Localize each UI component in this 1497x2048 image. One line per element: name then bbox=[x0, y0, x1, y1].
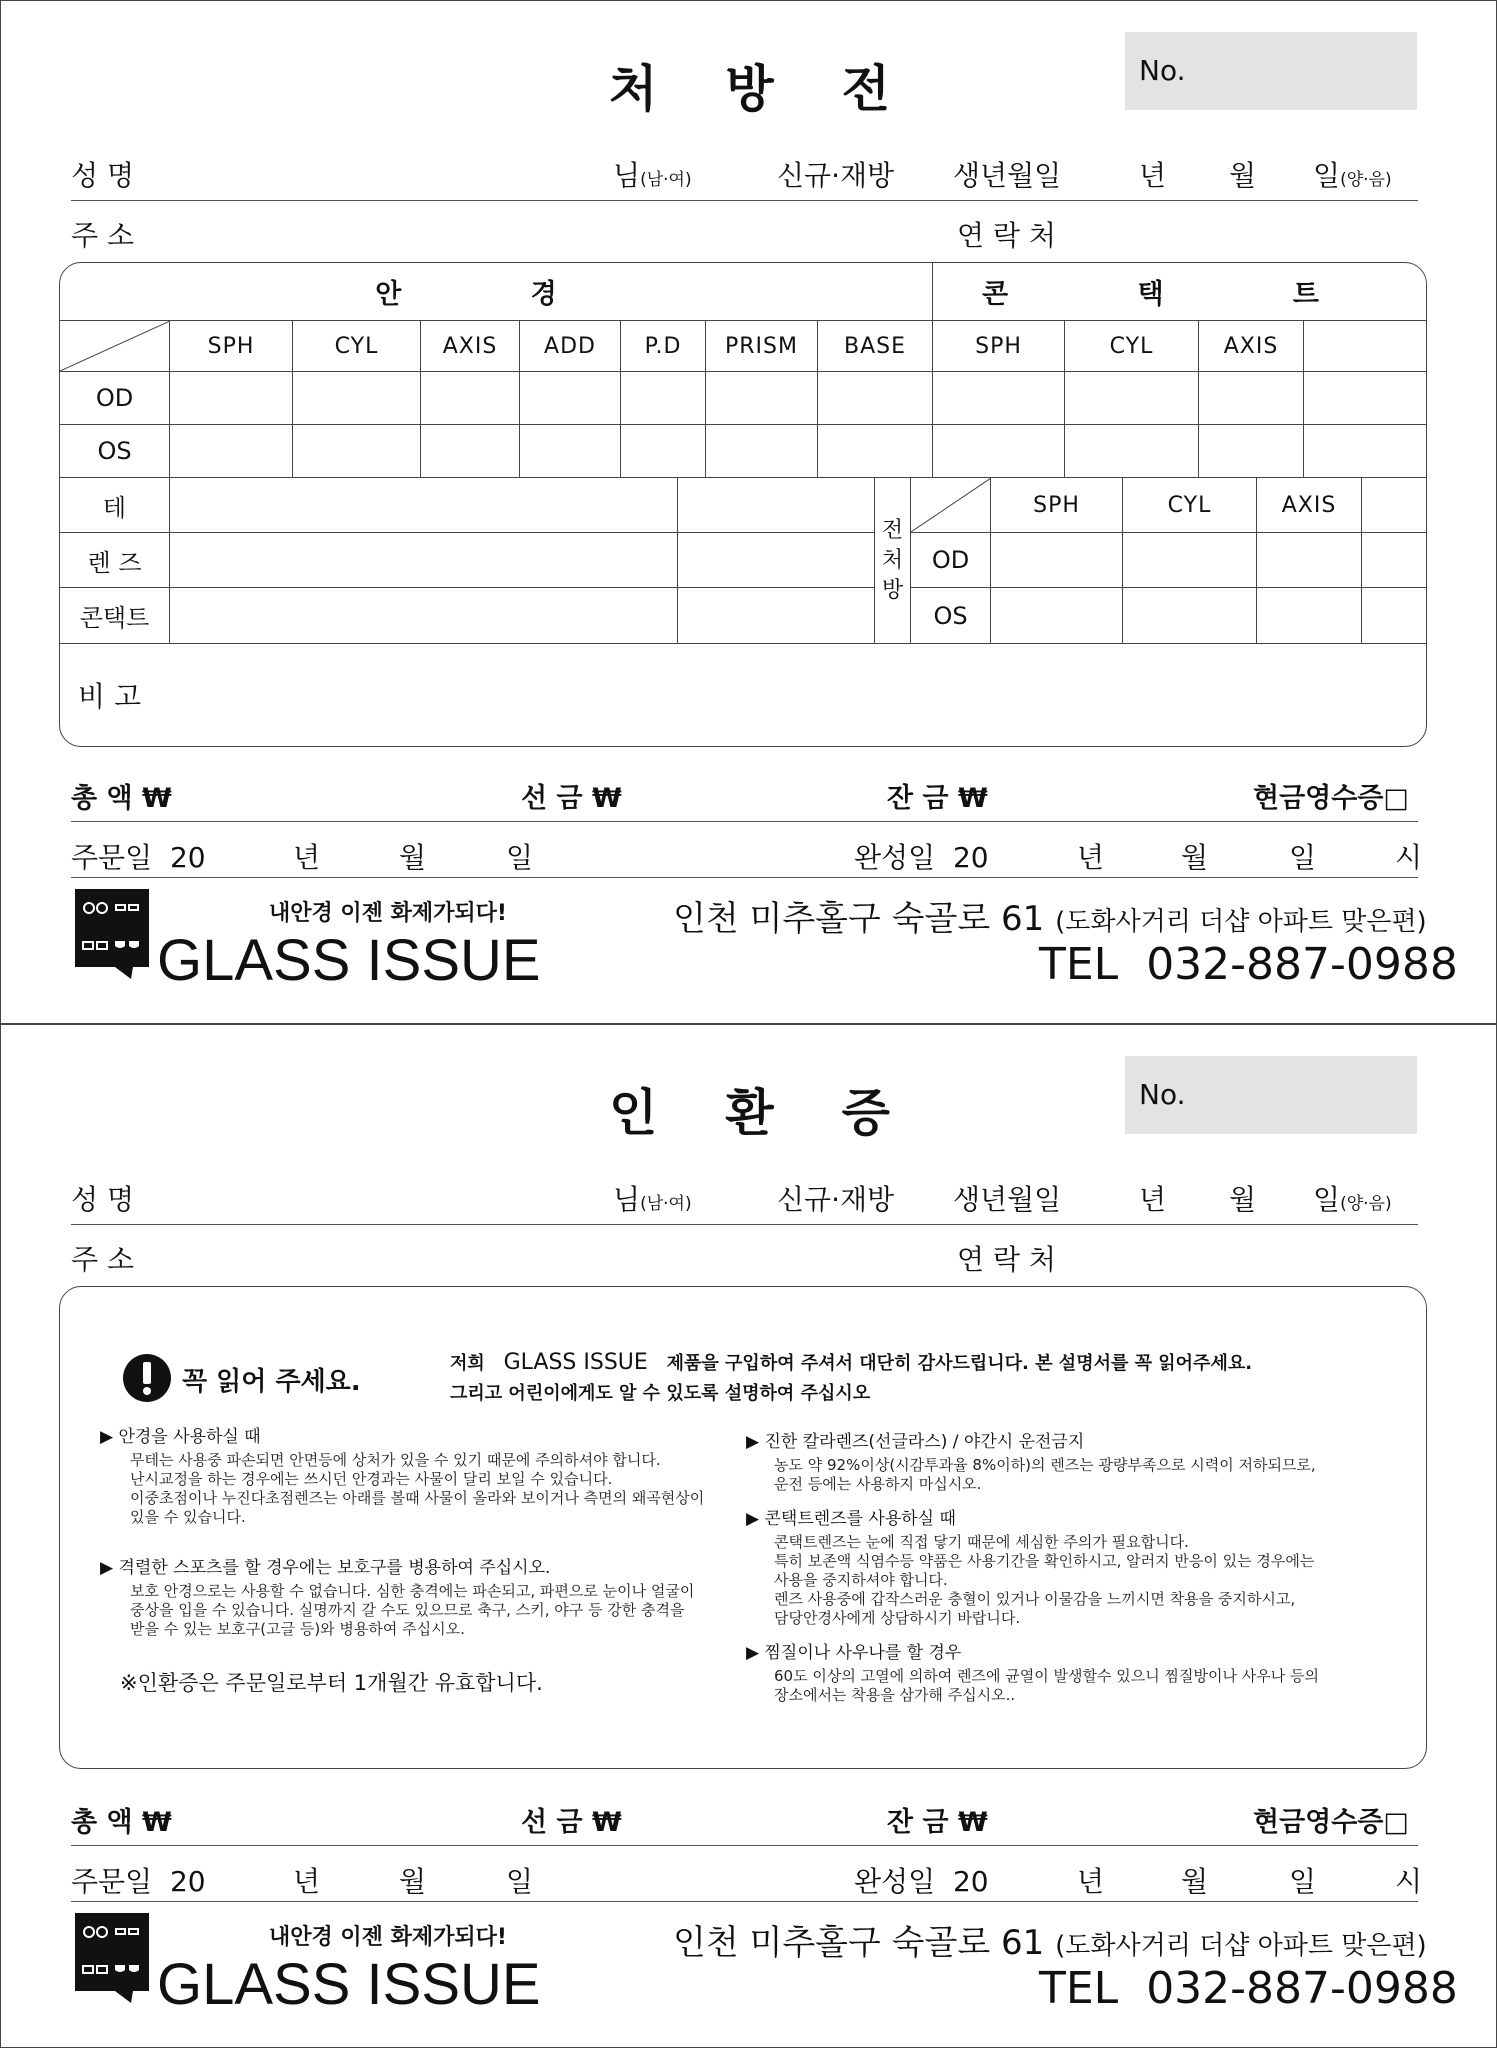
order-year: 년 bbox=[293, 841, 321, 874]
notice-body: 콘택트렌즈는 눈에 직접 닿기 때문에 세심한 주의가 필요합니다. 특히 보존액 식염수등 약품은 사용기간을 확인하시고, 알러지 반응이 있는 경우에는 사용을 중지하셔야 합니다. 렌즈 사용중에 갑작스러운 충혈이 있거나 이물감을 느끼시면 착용을 중지하시고, 담당안경사에게 상담하시기 바랍니다. bbox=[774, 1533, 1315, 1627]
done-day: 일 bbox=[1289, 1865, 1317, 1898]
order-month: 월 bbox=[399, 1865, 427, 1898]
od-contact-cyl[interactable] bbox=[1065, 372, 1199, 425]
os-prism[interactable] bbox=[706, 425, 818, 478]
nim-label: 님(남·여) bbox=[613, 1183, 692, 1216]
od-base[interactable] bbox=[818, 372, 933, 425]
notice-heading: ▶ 안경을 사용하실 때 bbox=[100, 1427, 261, 1447]
od-contact-extra[interactable] bbox=[1304, 372, 1427, 425]
prev-od-extra[interactable] bbox=[1362, 533, 1427, 588]
brand-name: GLASS ISSUE bbox=[157, 928, 541, 993]
contact-col-axis: AXIS bbox=[1199, 321, 1304, 372]
balance-label: 잔 금 ₩ bbox=[887, 1807, 988, 1838]
number-label: No. bbox=[1139, 1078, 1186, 1111]
divider bbox=[71, 877, 1418, 878]
address-label: 주 소 bbox=[71, 219, 134, 252]
number-label: No. bbox=[1139, 54, 1186, 87]
col-pd: P.D bbox=[621, 321, 706, 372]
visit-type[interactable]: 신규·재방 bbox=[777, 159, 895, 192]
notice-heading: ▶ 콘택트렌즈를 사용하실 때 bbox=[746, 1509, 956, 1529]
must-read-heading: 꼭 읽어 주세요. bbox=[182, 1367, 361, 1397]
nim-label: 님(남·여) bbox=[613, 159, 692, 192]
od-add[interactable] bbox=[520, 372, 621, 425]
lens-price[interactable] bbox=[678, 533, 875, 588]
notice-body: 보호 안경으로는 사용할 수 없습니다. 심한 충격에는 파손되고, 파편으로 눈이나 얼굴이 중상을 입을 수 있습니다. 실명까지 갈 수도 있으므로 축구, 스키, 야구 등 강한 충격을 받을 수 있는 보호구(고글 등)와 병용하여 주십시오. bbox=[130, 1582, 695, 1638]
prev-col-extra bbox=[1362, 478, 1427, 533]
notice-box bbox=[59, 1286, 1427, 1769]
col-base: BASE bbox=[818, 321, 933, 372]
done-year: 년 bbox=[1077, 1865, 1105, 1898]
done-day: 일 bbox=[1289, 841, 1317, 874]
store-phone: TEL 032-887-0988 bbox=[1039, 939, 1458, 990]
thanks-line-1: 저희 GLASS ISSUE 제품을 구입하여 주셔서 대단히 감사드립니다. 본 설명서를 꼭 읽어주세요. bbox=[450, 1350, 1253, 1375]
page-title: 처방전 bbox=[609, 60, 958, 118]
order-date-label: 주문일 20 bbox=[71, 1865, 206, 1898]
total-label: 총 액 ₩ bbox=[71, 783, 172, 814]
os-axis[interactable] bbox=[421, 425, 520, 478]
od-contact-axis[interactable] bbox=[1199, 372, 1304, 425]
notice-left bbox=[100, 1422, 740, 1697]
contact-lens-value[interactable] bbox=[170, 588, 678, 644]
exclamation-icon bbox=[122, 1353, 172, 1407]
day-label: 일(양·음) bbox=[1313, 159, 1392, 192]
day-label: 일(양·음) bbox=[1313, 1183, 1392, 1216]
order-month: 월 bbox=[399, 841, 427, 874]
prev-od-cyl[interactable] bbox=[1123, 533, 1257, 588]
thanks-line-2: 그리고 어린이에게도 알 수 있도록 설명하여 주십시오 bbox=[450, 1383, 871, 1404]
os-sph[interactable] bbox=[170, 425, 293, 478]
frame-value[interactable] bbox=[170, 478, 678, 533]
prev-od-axis[interactable] bbox=[1257, 533, 1362, 588]
od-axis[interactable] bbox=[421, 372, 520, 425]
notice-body: 무테는 사용중 파손되면 안면등에 상처가 있을 수 있기 때문에 주의하셔야 합니다. 난시교정을 하는 경우에는 쓰시던 안경과는 사물이 달리 보일 수 있습니다. 이중초점이나 누진다초점렌즈는 아래를 볼때 사물이 올라와 보이거나 측면의 왜곡현상이 있을 수 있습니다. bbox=[130, 1451, 705, 1526]
corner-cell bbox=[60, 321, 170, 372]
prev-os-cyl[interactable] bbox=[1123, 588, 1257, 644]
order-day: 일 bbox=[506, 841, 534, 874]
glasses-logo-icon bbox=[75, 1913, 149, 1991]
page-title: 인환증 bbox=[609, 1084, 958, 1142]
col-add: ADD bbox=[520, 321, 621, 372]
os-contact-extra[interactable] bbox=[1304, 425, 1427, 478]
total-label: 총 액 ₩ bbox=[71, 1807, 172, 1838]
done-hour: 시 bbox=[1395, 841, 1423, 874]
od-sph[interactable] bbox=[170, 372, 293, 425]
prev-od-label: OD bbox=[911, 533, 991, 588]
prev-os-sph[interactable] bbox=[991, 588, 1123, 644]
slogan: 내안경 이젠 화제가되다! bbox=[269, 901, 507, 926]
notice-heading: ▶ 격렬한 스포츠를 할 경우에는 보호구를 병용하여 주십시오. bbox=[100, 1558, 551, 1578]
validity-note: ※인환증은 주문일로부터 1개월간 유효합니다. bbox=[120, 1671, 543, 1695]
cash-receipt-checkbox[interactable]: 현금영수증□ bbox=[1253, 1807, 1409, 1838]
col-axis: AXIS bbox=[421, 321, 520, 372]
prev-od-sph[interactable] bbox=[991, 533, 1123, 588]
prev-rx-label: 전 처 방 bbox=[875, 478, 911, 644]
prev-col-cyl: CYL bbox=[1123, 478, 1257, 533]
contact-label: 연 락 처 bbox=[957, 219, 1056, 252]
os-cyl[interactable] bbox=[293, 425, 421, 478]
done-date-label: 완성일 20 bbox=[854, 841, 989, 874]
prev-col-sph: SPH bbox=[991, 478, 1123, 533]
month-label: 월 bbox=[1229, 159, 1257, 192]
contact-col-cyl: CYL bbox=[1065, 321, 1199, 372]
divider bbox=[71, 1224, 1418, 1225]
prev-col-axis: AXIS bbox=[1257, 478, 1362, 533]
glasses-logo-icon bbox=[75, 889, 149, 967]
col-cyl: CYL bbox=[293, 321, 421, 372]
os-base[interactable] bbox=[818, 425, 933, 478]
order-year: 년 bbox=[293, 1865, 321, 1898]
frame-label: 테 bbox=[60, 478, 170, 533]
done-month: 월 bbox=[1181, 841, 1209, 874]
divider bbox=[71, 1901, 1418, 1902]
prescription-table bbox=[59, 262, 1427, 747]
address-label: 주 소 bbox=[71, 1243, 134, 1276]
name-label: 성 명 bbox=[71, 159, 134, 192]
os-contact-axis[interactable] bbox=[1199, 425, 1304, 478]
contact-lens-price[interactable] bbox=[678, 588, 875, 644]
diagonal-line bbox=[911, 478, 991, 533]
notice-body: 60도 이상의 고열에 의하여 렌즈에 균열이 발생할수 있으니 찜질방이나 사우나 등의 장소에서는 착용을 삼가해 주십시오.. bbox=[774, 1667, 1319, 1704]
os-contact-sph[interactable] bbox=[933, 425, 1065, 478]
name-label: 성 명 bbox=[71, 1183, 134, 1216]
od-contact-sph[interactable] bbox=[933, 372, 1065, 425]
done-month: 월 bbox=[1181, 1865, 1209, 1898]
contact-col-extra bbox=[1304, 321, 1427, 372]
contact-label: 연 락 처 bbox=[957, 1243, 1056, 1276]
year-label: 년 bbox=[1139, 159, 1167, 192]
lens-value[interactable] bbox=[170, 533, 678, 588]
col-prism: PRISM bbox=[706, 321, 818, 372]
number-box[interactable] bbox=[1125, 1056, 1417, 1134]
os-contact-cyl[interactable] bbox=[1065, 425, 1199, 478]
month-label: 월 bbox=[1229, 1183, 1257, 1216]
slogan: 내안경 이젠 화제가되다! bbox=[269, 1925, 507, 1950]
birth-label: 생년월일 bbox=[953, 159, 1062, 192]
store-address: 인천 미추홀구 숙골로 61 (도화사거리 더샵 아파트 맞은편) bbox=[673, 899, 1427, 939]
prev-os-extra[interactable] bbox=[1362, 588, 1427, 644]
remarks-label: 비 고 bbox=[78, 680, 141, 713]
notice-right bbox=[746, 1427, 1406, 1705]
os-label: OS bbox=[60, 425, 170, 478]
notice-body: 농도 약 92%이상(시감투과율 8%이하)의 렌즈는 광량부족으로 시력이 저하되므로, 운전 등에는 사용하지 마십시오. bbox=[774, 1456, 1316, 1493]
col-sph: SPH bbox=[170, 321, 293, 372]
cash-receipt-checkbox[interactable]: 현금영수증□ bbox=[1253, 783, 1409, 814]
prev-rx-corner bbox=[911, 478, 991, 533]
visit-type[interactable]: 신규·재방 bbox=[777, 1183, 895, 1216]
notice-heading: ▶ 진한 칼라렌즈(선글라스) / 야간시 운전금지 bbox=[746, 1432, 1085, 1452]
contact-header: 콘 택 트 bbox=[933, 263, 1427, 321]
done-year: 년 bbox=[1077, 841, 1105, 874]
brand-name: GLASS ISSUE bbox=[157, 1952, 541, 2017]
done-date-label: 완성일 20 bbox=[854, 1865, 989, 1898]
birth-label: 생년월일 bbox=[953, 1183, 1062, 1216]
od-prism[interactable] bbox=[706, 372, 818, 425]
od-pd[interactable] bbox=[621, 372, 706, 425]
frame-price[interactable] bbox=[678, 478, 875, 533]
od-cyl[interactable] bbox=[293, 372, 421, 425]
contact-lens-label: 콘택트 bbox=[60, 588, 170, 644]
store-address: 인천 미추홀구 숙골로 61 (도화사거리 더샵 아파트 맞은편) bbox=[673, 1923, 1427, 1963]
os-add[interactable] bbox=[520, 425, 621, 478]
number-box[interactable] bbox=[1125, 32, 1417, 110]
year-label: 년 bbox=[1139, 1183, 1167, 1216]
divider bbox=[71, 200, 1418, 201]
balance-label: 잔 금 ₩ bbox=[887, 783, 988, 814]
done-hour: 시 bbox=[1395, 1865, 1423, 1898]
claim-ticket-form bbox=[0, 1024, 1497, 2048]
lens-label: 렌 즈 bbox=[60, 533, 170, 588]
store-phone: TEL 032-887-0988 bbox=[1039, 1963, 1458, 2014]
order-day: 일 bbox=[506, 1865, 534, 1898]
os-pd[interactable] bbox=[621, 425, 706, 478]
od-label: OD bbox=[60, 372, 170, 425]
deposit-label: 선 금 ₩ bbox=[521, 783, 622, 814]
order-date-label: 주문일 20 bbox=[71, 841, 206, 874]
divider bbox=[71, 1845, 1418, 1846]
glasses-header: 안 경 bbox=[60, 263, 933, 321]
deposit-label: 선 금 ₩ bbox=[521, 1807, 622, 1838]
divider bbox=[71, 821, 1418, 822]
notice-heading: ▶ 찜질이나 사우나를 할 경우 bbox=[746, 1643, 962, 1663]
diagonal-line bbox=[60, 321, 170, 372]
prev-os-label: OS bbox=[911, 588, 991, 644]
prev-os-axis[interactable] bbox=[1257, 588, 1362, 644]
contact-col-sph: SPH bbox=[933, 321, 1065, 372]
